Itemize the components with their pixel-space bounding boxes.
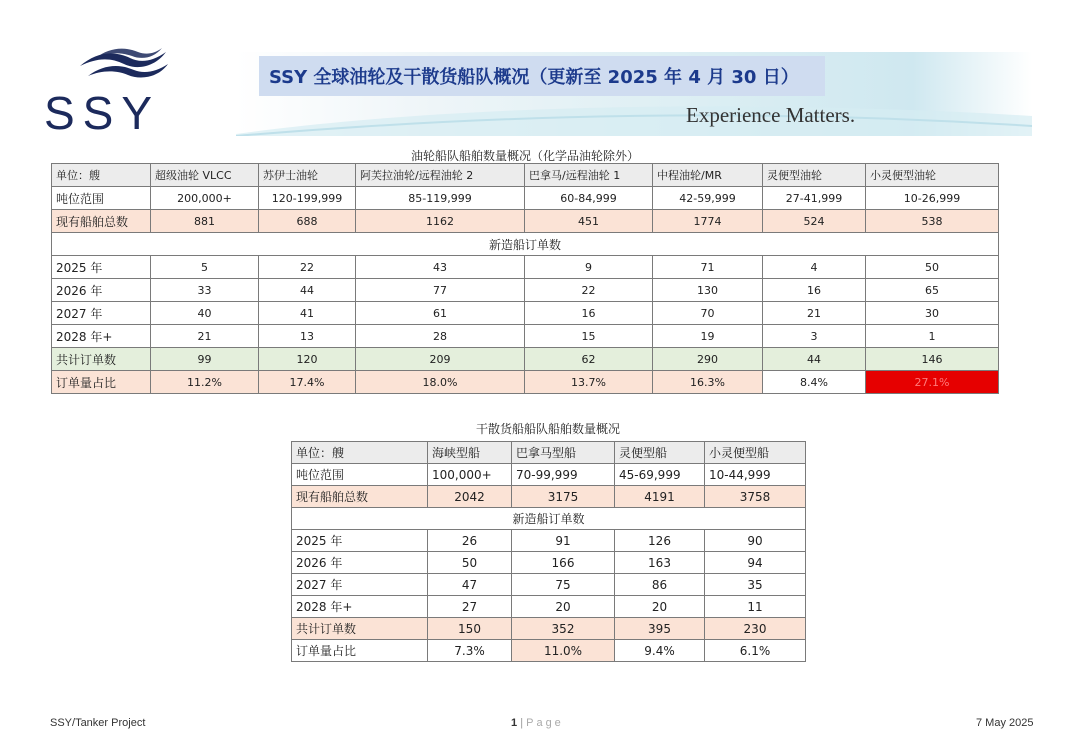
- table-cell: 166: [512, 552, 615, 574]
- table-cell: 61: [356, 302, 525, 325]
- table-cell: 94: [705, 552, 806, 574]
- table-row-ratio: [52, 371, 999, 394]
- row-label: 2027 年: [292, 574, 428, 596]
- row-label: 吨位范围: [292, 464, 428, 486]
- tagline: Experience Matters.: [686, 103, 856, 127]
- page-separator: |: [520, 717, 524, 729]
- table-cell: 5: [151, 256, 259, 279]
- table-cell: 10-44,999: [705, 464, 806, 486]
- table-cell: 90: [705, 530, 806, 552]
- header-cell: 灵便型油轮: [763, 164, 866, 187]
- logo-text: SSY: [44, 87, 161, 139]
- orderbook-section-title: 新造船订单数: [292, 508, 806, 530]
- table-cell: 86: [615, 574, 705, 596]
- table-cell: 11: [705, 596, 806, 618]
- bulk-table-caption: 干散货船船队船舶数量概况: [475, 422, 620, 436]
- table-cell: 60-84,999: [525, 187, 653, 210]
- table-row: [292, 552, 806, 574]
- row-label: 共计订单数: [292, 618, 428, 640]
- table-cell: 16: [525, 302, 653, 325]
- table-cell: 881: [151, 210, 259, 233]
- table-cell: 47: [428, 574, 512, 596]
- header-cell: 灵便型船: [615, 442, 705, 464]
- header-cell: 巴拿马型船: [512, 442, 615, 464]
- table-cell: 50: [866, 256, 999, 279]
- table-row-tonnage: [52, 187, 999, 210]
- table-row: [292, 596, 806, 618]
- header-cell: 单位：艘: [292, 442, 428, 464]
- table-cell: 75: [512, 574, 615, 596]
- table-cell: 85-119,999: [356, 187, 525, 210]
- table-cell: 27-41,999: [763, 187, 866, 210]
- row-label: 订单量占比: [292, 640, 428, 662]
- table-cell: 99: [151, 348, 259, 371]
- table-row-tonnage: [292, 464, 806, 486]
- table-cell: 35: [705, 574, 806, 596]
- table-cell: 120: [259, 348, 356, 371]
- table-cell: 70-99,999: [512, 464, 615, 486]
- header-cell: 巴拿马/远程油轮 1: [525, 164, 653, 187]
- table-row-total: [52, 348, 999, 371]
- table-cell: 40: [151, 302, 259, 325]
- table-cell: 19: [653, 325, 763, 348]
- table-cell: 352: [512, 618, 615, 640]
- table-cell: 146: [866, 348, 999, 371]
- table-cell: 13: [259, 325, 356, 348]
- header-cell: 中程油轮/MR: [653, 164, 763, 187]
- table-cell: 8.4%: [763, 371, 866, 394]
- table-cell: 3758: [705, 486, 806, 508]
- table-cell: 7.3%: [428, 640, 512, 662]
- table-cell: 9: [525, 256, 653, 279]
- table-cell: 4: [763, 256, 866, 279]
- table-row-ratio: [292, 640, 806, 662]
- table-cell: 3175: [512, 486, 615, 508]
- table-cell-highlight: 27.1%: [866, 371, 999, 394]
- header-cell: 超级油轮 VLCC: [151, 164, 259, 187]
- table-cell: 30: [866, 302, 999, 325]
- drybulk-fleet-table: [291, 441, 806, 662]
- row-label: 现有船舶总数: [52, 210, 151, 233]
- header-cell: 阿芙拉油轮/远程油轮 2: [356, 164, 525, 187]
- table-row-total: [292, 618, 806, 640]
- table-cell: 1: [866, 325, 999, 348]
- row-label: 2026 年: [52, 279, 151, 302]
- table-cell: 20: [615, 596, 705, 618]
- table-row: [52, 279, 999, 302]
- table-row-section: [52, 233, 999, 256]
- table-cell: 22: [259, 256, 356, 279]
- table-cell: 395: [615, 618, 705, 640]
- table-cell: 26: [428, 530, 512, 552]
- table-cell: 120-199,999: [259, 187, 356, 210]
- row-label: 订单量占比: [52, 371, 151, 394]
- footer-page: [511, 717, 564, 729]
- row-label: 2025 年: [52, 256, 151, 279]
- table-cell: 100,000+: [428, 464, 512, 486]
- table-row-section: [292, 508, 806, 530]
- page-word: Page: [526, 717, 564, 729]
- table-row-fleet: [292, 486, 806, 508]
- table-cell: 6.1%: [705, 640, 806, 662]
- table-cell: 13.7%: [525, 371, 653, 394]
- table-cell: 16.3%: [653, 371, 763, 394]
- table-cell: 200,000+: [151, 187, 259, 210]
- table-row-fleet: [52, 210, 999, 233]
- table-cell: 9.4%: [615, 640, 705, 662]
- table-cell: 1162: [356, 210, 525, 233]
- footer-project: SSY/Tanker Project: [50, 717, 146, 729]
- table-cell: 62: [525, 348, 653, 371]
- table-cell: 50: [428, 552, 512, 574]
- header-cell: 小灵便型船: [705, 442, 806, 464]
- table-row-header: [52, 164, 999, 187]
- table-cell: 43: [356, 256, 525, 279]
- table-row: [292, 530, 806, 552]
- row-label: 2026 年: [292, 552, 428, 574]
- table-cell: 21: [763, 302, 866, 325]
- table-cell: 65: [866, 279, 999, 302]
- table-cell: 16: [763, 279, 866, 302]
- header-swoosh-decoration: [236, 96, 1032, 136]
- table-cell: 17.4%: [259, 371, 356, 394]
- table-cell: 18.0%: [356, 371, 525, 394]
- table-cell: 20: [512, 596, 615, 618]
- ssy-logo: [44, 44, 204, 139]
- table-cell: 163: [615, 552, 705, 574]
- table-cell: 11.2%: [151, 371, 259, 394]
- row-label: 2027 年: [52, 302, 151, 325]
- table-cell: 538: [866, 210, 999, 233]
- row-label: 2028 年+: [292, 596, 428, 618]
- table-cell: 70: [653, 302, 763, 325]
- row-label: 2025 年: [292, 530, 428, 552]
- table-cell: 42-59,999: [653, 187, 763, 210]
- table-cell: 209: [356, 348, 525, 371]
- table-row: [52, 256, 999, 279]
- table-cell: 44: [259, 279, 356, 302]
- table-cell: 41: [259, 302, 356, 325]
- table-cell: 2042: [428, 486, 512, 508]
- table-cell: 1774: [653, 210, 763, 233]
- table-cell: 290: [653, 348, 763, 371]
- table-cell: 130: [653, 279, 763, 302]
- table-cell: 33: [151, 279, 259, 302]
- table-cell: 688: [259, 210, 356, 233]
- tanker-fleet-table: [51, 163, 999, 394]
- header-cell: 海峡型船: [428, 442, 512, 464]
- table-cell: 10-26,999: [866, 187, 999, 210]
- table-cell: 22: [525, 279, 653, 302]
- table-cell: 150: [428, 618, 512, 640]
- table-cell: 451: [525, 210, 653, 233]
- table-cell: 524: [763, 210, 866, 233]
- table-cell: 27: [428, 596, 512, 618]
- header-cell: 小灵便型油轮: [866, 164, 999, 187]
- table-cell: 21: [151, 325, 259, 348]
- table-cell: 77: [356, 279, 525, 302]
- table-cell: 71: [653, 256, 763, 279]
- row-label: 2028 年+: [52, 325, 151, 348]
- table-cell: 11.0%: [512, 640, 615, 662]
- wave-logo-icon: [74, 44, 174, 84]
- table-row: [52, 325, 999, 348]
- table-cell: 3: [763, 325, 866, 348]
- row-label: 共计订单数: [52, 348, 151, 371]
- page-number: 1: [511, 717, 518, 729]
- tanker-table-caption: 油轮船队船舶数量概况（化学品油轮除外）: [410, 149, 639, 163]
- table-cell: 28: [356, 325, 525, 348]
- table-cell: 15: [525, 325, 653, 348]
- footer-date: 7 May 2025: [976, 717, 1034, 729]
- table-row: [292, 574, 806, 596]
- table-cell: 44: [763, 348, 866, 371]
- table-cell: 126: [615, 530, 705, 552]
- table-cell: 91: [512, 530, 615, 552]
- page-title: SSY 全球油轮及干散货船队概况（更新至 2025 年 4 月 30 日）: [259, 56, 825, 96]
- table-row: [52, 302, 999, 325]
- orderbook-section-title: 新造船订单数: [52, 233, 999, 256]
- table-cell: 45-69,999: [615, 464, 705, 486]
- table-cell: 4191: [615, 486, 705, 508]
- header-cell: 单位：艘: [52, 164, 151, 187]
- row-label: 现有船舶总数: [292, 486, 428, 508]
- table-row-header: [292, 442, 806, 464]
- header-cell: 苏伊士油轮: [259, 164, 356, 187]
- row-label: 吨位范围: [52, 187, 151, 210]
- table-cell: 230: [705, 618, 806, 640]
